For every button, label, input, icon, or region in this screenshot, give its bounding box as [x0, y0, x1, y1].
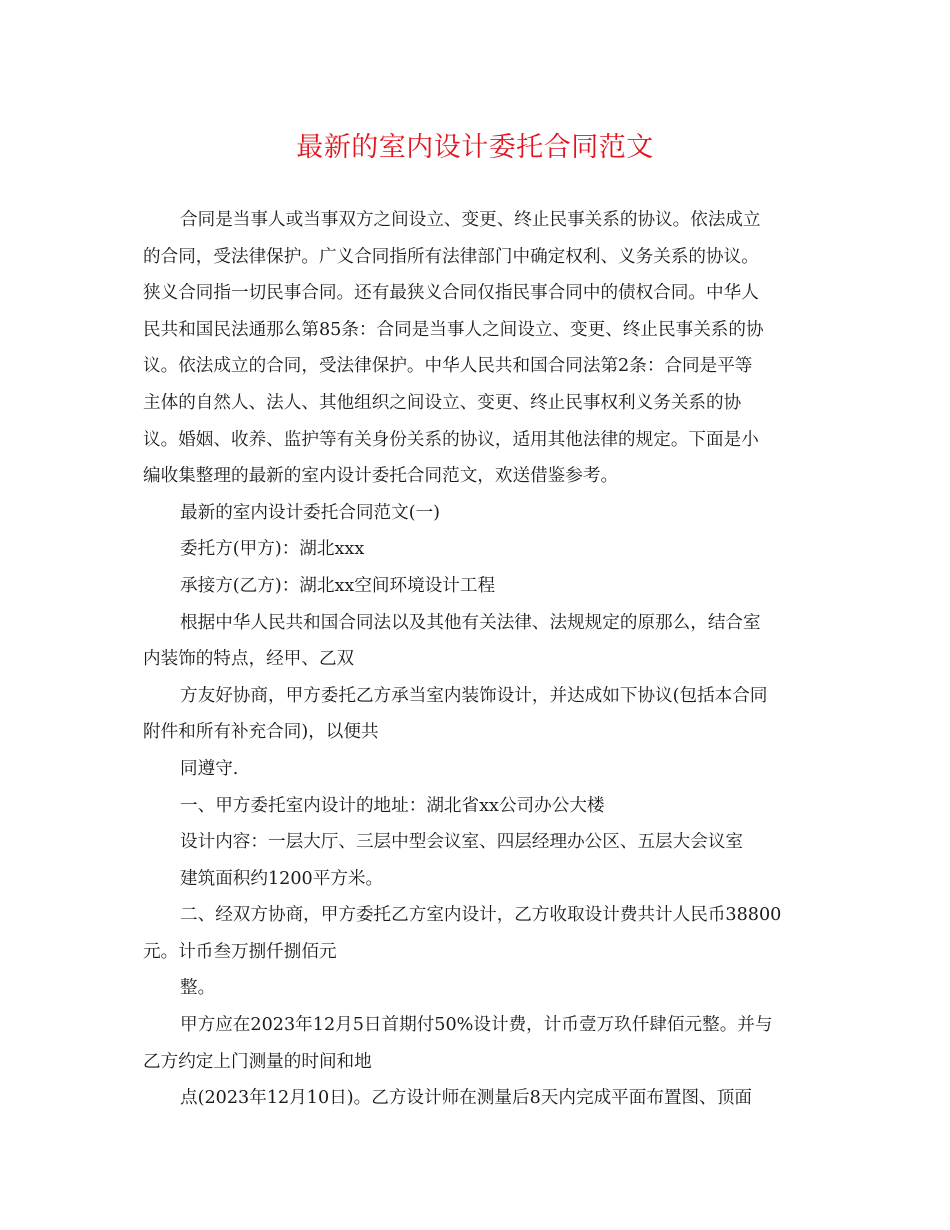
text-line: 同遵守.: [180, 758, 239, 779]
text-line: 乙方约定上门测量的时间和地: [143, 1051, 372, 1072]
text-line: 议。婚姻、收养、监护等有关身份关系的协议，适用其他法律的规定。下面是小: [143, 429, 759, 450]
text-line: 二、经双方协商，甲方委托乙方室内设计，乙方收取设计费共计人民币38800: [180, 905, 782, 926]
text-line: 的合同，受法律保护。广义合同指所有法律部门中确定权利、义务关系的协议。: [143, 246, 759, 267]
document-title: 最新的室内设计委托合同范文: [296, 132, 654, 163]
text-line: 议。依法成立的合同，受法律保护。中华人民共和国合同法第2条：合同是平等: [143, 356, 753, 377]
text-line: 合同是当事人或当事双方之间设立、变更、终止民事关系的协议。依法成立: [180, 210, 761, 230]
document-body: [143, 202, 809, 1117]
text-line: 编收集整理的最新的室内设计委托合同范文，欢送借鉴参考。: [143, 466, 619, 487]
text-line: 元。计币叁万捌仟捌佰元: [143, 941, 337, 962]
text-line: 最新的室内设计委托合同范文(一): [180, 502, 441, 523]
text-line: 方友好协商，甲方委托乙方承当室内装饰设计，并达成如下协议(包括本合同: [180, 685, 768, 706]
text-line: 一、甲方委托室内设计的地址：湖北省xx公司办公大楼: [180, 795, 605, 816]
text-line: 附件和所有补充合同)，以便共: [143, 722, 379, 743]
text-line: 设计内容：一层大厅、三层中型会议室、四层经理办公区、五层大会议室: [180, 832, 744, 853]
text-line: 点(2023年12月10日)。乙方设计师在测量后8天内完成平面布置图、顶面: [180, 1088, 752, 1109]
text-line: 根据中华人民共和国合同法以及其他有关法律、法规规定的原那么，结合室: [180, 612, 761, 633]
text-line: 建筑面积约1200平方米。: [180, 868, 384, 889]
text-line: 民共和国民法通那么第85条：合同是当事人之间设立、变更、终止民事关系的协: [143, 319, 764, 340]
text-line: 甲方应在2023年12月5日首期付50%设计费，计币壹万玖仟肆佰元整。并与: [180, 1015, 773, 1036]
text-line: 整。: [180, 978, 216, 999]
text-line: 委托方(甲方)：湖北xxx: [180, 539, 365, 560]
text-line: 狭义合同指一切民事合同。还有最狭义合同仅指民事合同中的债权合同。中华人: [143, 283, 759, 304]
text-line: 主体的自然人、法人、其他组织之间设立、变更、终止民事权利义务关系的协: [143, 392, 742, 413]
text-line: 承接方(乙方)：湖北xx空间环境设计工程: [180, 575, 496, 596]
text-line: 内装饰的特点，经甲、乙双: [143, 649, 355, 670]
